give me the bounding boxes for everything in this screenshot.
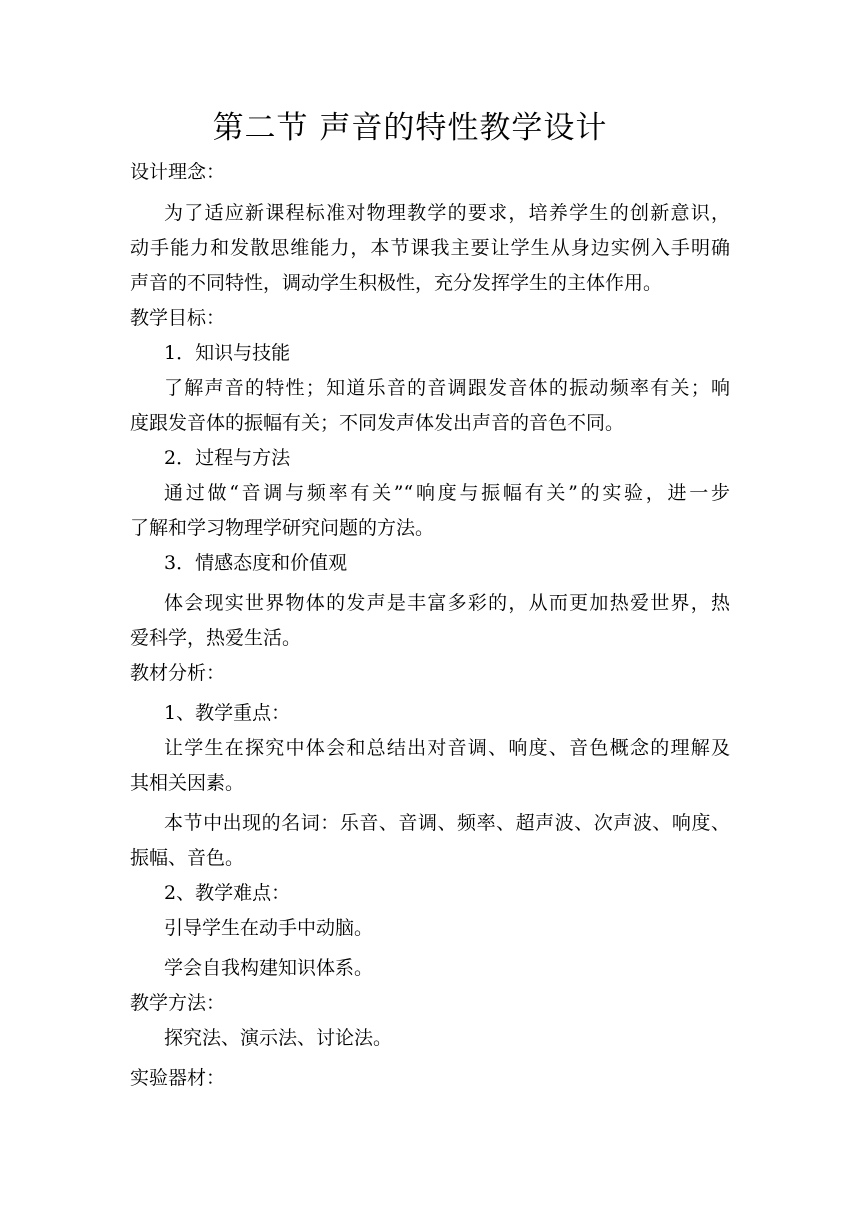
- paragraph-line: 振幅、音色。: [130, 847, 245, 869]
- paragraph-line: 度跟发音体的振幅有关；不同发声体发出声音的音色不同。: [130, 412, 625, 434]
- heading-design-concept: 设计理念：: [130, 161, 226, 183]
- subheading-difficulties: 2、教学难点：: [164, 882, 291, 904]
- heading-teaching-methods: 教学方法：: [130, 992, 226, 1014]
- paragraph-line: 了解声音的特性；知道乐音的音调跟发音体的振动频率有关；响: [164, 377, 730, 399]
- paragraph-line: 本节中出现的名词：乐音、音调、频率、超声波、次声波、响度、: [164, 812, 730, 834]
- paragraph-line: 引导学生在动手中动脑。: [164, 917, 374, 939]
- document-title: 第二节 声音的特性教学设计: [212, 110, 608, 146]
- paragraph-line: 为了适应新课程标准对物理教学的要求，培养学生的创新意识，: [164, 202, 730, 224]
- paragraph-line: 爱科学，热爱生活。: [130, 627, 302, 649]
- paragraph-line: 通过做“音调与频率有关”“响度与振幅有关”的实验，进一步: [164, 482, 730, 504]
- paragraph-line: 体会现实世界物体的发声是丰富多彩的，从而更加热爱世界，热: [164, 592, 730, 614]
- subheading-knowledge-skills: 1．知识与技能: [164, 342, 291, 364]
- paragraph-line: 动手能力和发散思维能力，本节课我主要让学生从身边实例入手明确: [130, 237, 730, 259]
- subheading-process-method: 2．过程与方法: [164, 447, 291, 469]
- paragraph-line: 学会自我构建知识体系。: [164, 957, 374, 979]
- paragraph-line: 探究法、演示法、讨论法。: [164, 1027, 393, 1049]
- paragraph-line: 让学生在探究中体会和总结出对音调、响度、音色概念的理解及: [164, 737, 730, 759]
- subheading-emotion-values: 3．情感态度和价值观: [164, 552, 348, 574]
- subheading-key-points: 1、教学重点：: [164, 702, 291, 724]
- paragraph-line: 了解和学习物理学研究问题的方法。: [130, 517, 435, 539]
- heading-equipment: 实验器材：: [130, 1067, 226, 1089]
- heading-material-analysis: 教材分析：: [130, 662, 226, 684]
- heading-teaching-goals: 教学目标：: [130, 307, 226, 329]
- paragraph-line: 其相关因素。: [130, 772, 245, 794]
- paragraph-line: 声音的不同特性，调动学生积极性，充分发挥学生的主体作用。: [130, 272, 663, 294]
